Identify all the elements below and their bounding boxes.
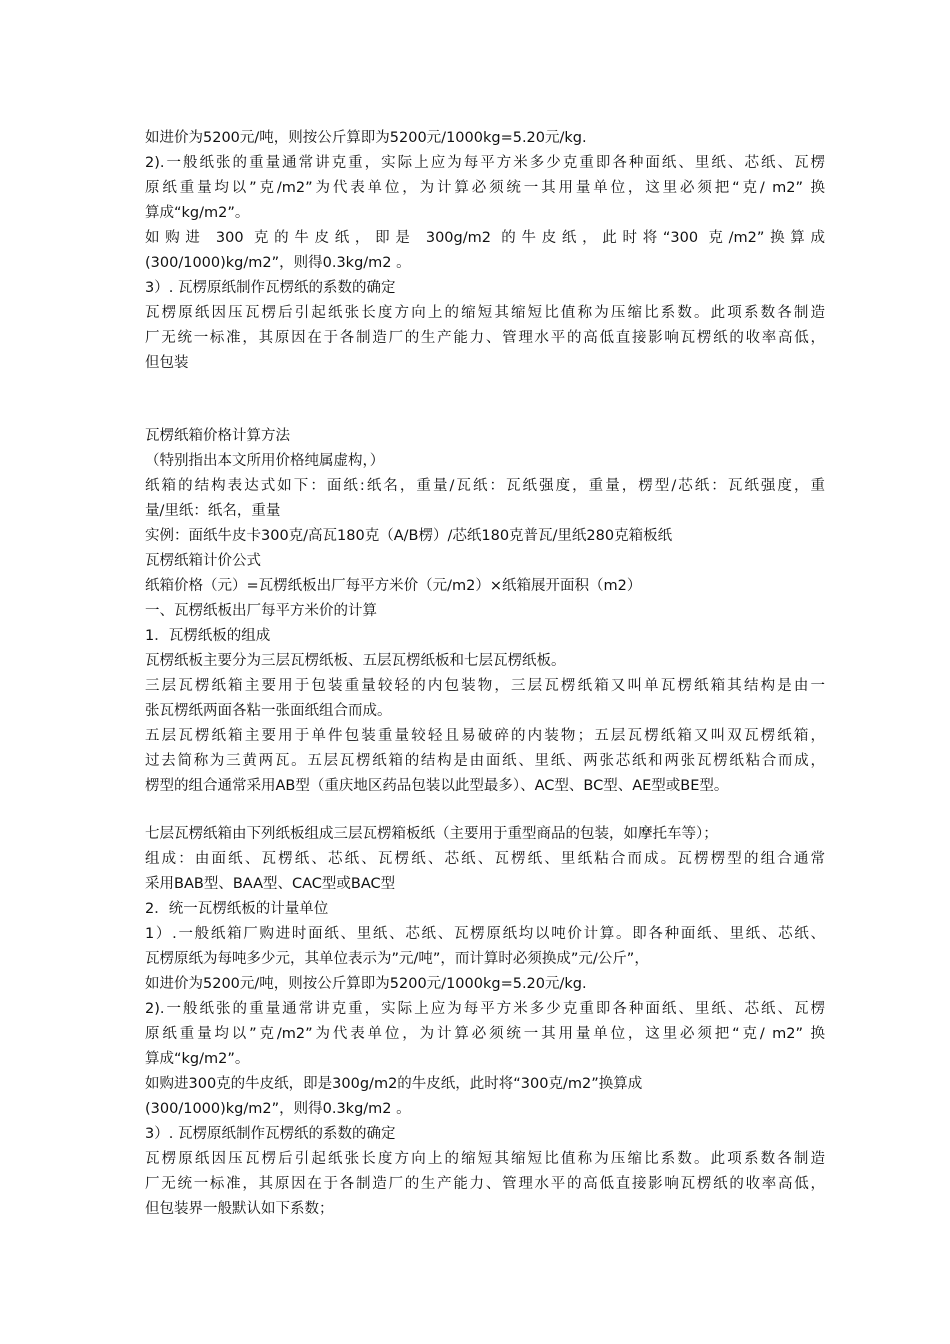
text-line: 3）. 瓦楞原纸制作瓦楞纸的系数的确定	[145, 280, 396, 296]
text-line: 如购进300克的牛皮纸，即是300g/m2的牛皮纸，此时将“300克/m2”换算成	[145, 1076, 643, 1092]
text-line: 量/里纸：纸名，重量	[145, 503, 281, 519]
text-line: 瓦楞原纸因压瓦楞后引起纸张长度方向上的缩短其缩短比值称为压缩比系数。此项系数各制造	[145, 1151, 825, 1167]
text-line: 实例：面纸牛皮卡300克/高瓦180克（A/B楞）/芯纸180克普瓦/里纸280克箱板纸	[145, 528, 673, 544]
text-line: 2).一般纸张的重量通常讲克重，实际上应为每平方米多少克重即各种面纸、里纸、芯纸、瓦楞	[145, 155, 825, 171]
text-line: 如购进 300 克的牛皮纸，即是 300g/m2 的牛皮纸，此时将“300 克/m2”换算成	[145, 230, 825, 246]
text-line: 3）. 瓦楞原纸制作瓦楞纸的系数的确定	[145, 1126, 396, 1142]
text-line: 瓦楞纸箱计价公式	[145, 553, 261, 569]
text-line: 过去简称为三黄两瓦。五层瓦楞纸箱的结构是由面纸、里纸、两张芯纸和两张瓦楞纸粘合而成，	[145, 753, 825, 769]
text-line: 纸箱的结构表达式如下：面纸:纸名，重量/瓦纸：瓦纸强度，重量，楞型/芯纸：瓦纸强度，重	[145, 478, 825, 494]
text-line: 如进价为5200元/吨，则按公斤算即为5200元/1000kg=5.20元/kg.	[145, 976, 587, 992]
text-line: 采用BAB型、BAA型、CAC型或BAC型	[145, 876, 396, 892]
text-line: 瓦楞纸板主要分为三层瓦楞纸板、五层瓦楞纸板和七层瓦楞纸板。	[145, 653, 566, 669]
main-text-block	[145, 424, 825, 799]
text-line: 1．瓦楞纸板的组成	[145, 628, 271, 644]
text-line: 张瓦楞纸两面各粘一张面纸组合而成。	[145, 703, 392, 719]
text-line: (300/1000)kg/m2”，则得0.3kg/m2 。	[145, 1101, 411, 1117]
text-line: 三层瓦楞纸箱主要用于包装重量较轻的内包装物，三层瓦楞纸箱又叫单瓦楞纸箱其结构是由一	[145, 678, 825, 694]
text-line: 厂无统一标准，其原因在于各制造厂的生产能力、管理水平的高低直接影响瓦楞纸的收率高低，	[145, 330, 825, 346]
bottom-text-block	[145, 822, 825, 1222]
text-line: 如进价为5200元/吨，则按公斤算即为5200元/1000kg=5.20元/kg.	[145, 130, 587, 146]
text-line: （特别指出本文所用价格纯属虚构，）	[145, 453, 385, 469]
text-line: 纸箱价格（元）=瓦楞纸板出厂每平方米价（元/m2）×纸箱展开面积（m2）	[145, 578, 642, 594]
text-line: 算成“kg/m2”。	[145, 1051, 250, 1067]
text-line: 楞型的组合通常采用AB型（重庆地区药品包装以此型最多）、AC型、BC型、AE型或BE型。	[145, 778, 729, 794]
text-line: 但包装界一般默认如下系数；	[145, 1201, 334, 1217]
text-line: (300/1000)kg/m2”，则得0.3kg/m2 。	[145, 255, 411, 271]
text-line: 厂无统一标准，其原因在于各制造厂的生产能力、管理水平的高低直接影响瓦楞纸的收率高低，	[145, 1176, 825, 1192]
text-line: 原纸重量均以”克/m2”为代表单位，为计算必须统一其用量单位，这里必须把“克/ m2” 换	[145, 180, 825, 196]
text-line: 1）.一般纸箱厂购进时面纸、里纸、芯纸、瓦楞原纸均以吨价计算。即各种面纸、里纸、芯纸、	[145, 926, 825, 942]
text-line: 组成：由面纸、瓦楞纸、芯纸、瓦楞纸、芯纸、瓦楞纸、里纸粘合而成。瓦楞楞型的组合通常	[145, 851, 825, 867]
top-text-block	[145, 126, 825, 376]
text-line: 算成“kg/m2”。	[145, 205, 250, 221]
text-line: 但包装	[145, 355, 189, 371]
text-line: 五层瓦楞纸箱主要用于单件包装重量较轻且易破碎的内装物；五层瓦楞纸箱又叫双瓦楞纸箱，	[145, 728, 825, 744]
text-line: 2．统一瓦楞纸板的计量单位	[145, 901, 329, 917]
text-line: 一、瓦楞纸板出厂每平方米价的计算	[145, 603, 377, 619]
text-line: 2).一般纸张的重量通常讲克重，实际上应为每平方米多少克重即各种面纸、里纸、芯纸、瓦楞	[145, 1001, 825, 1017]
text-line: 瓦楞原纸为每吨多少元，其单位表示为”元/吨”，而计算时必须换成”元/公斤”，	[145, 951, 649, 967]
text-line: 七层瓦楞纸箱由下列纸板组成三层瓦楞箱板纸（主要用于重型商品的包装，如摩托车等）；	[145, 826, 718, 842]
text-line: 瓦楞原纸因压瓦楞后引起纸张长度方向上的缩短其缩短比值称为压缩比系数。此项系数各制造	[145, 305, 825, 321]
text-line: 原纸重量均以”克/m2”为代表单位，为计算必须统一其用量单位，这里必须把“克/ m2” 换	[145, 1026, 825, 1042]
text-line: 瓦楞纸箱价格计算方法	[145, 428, 290, 444]
